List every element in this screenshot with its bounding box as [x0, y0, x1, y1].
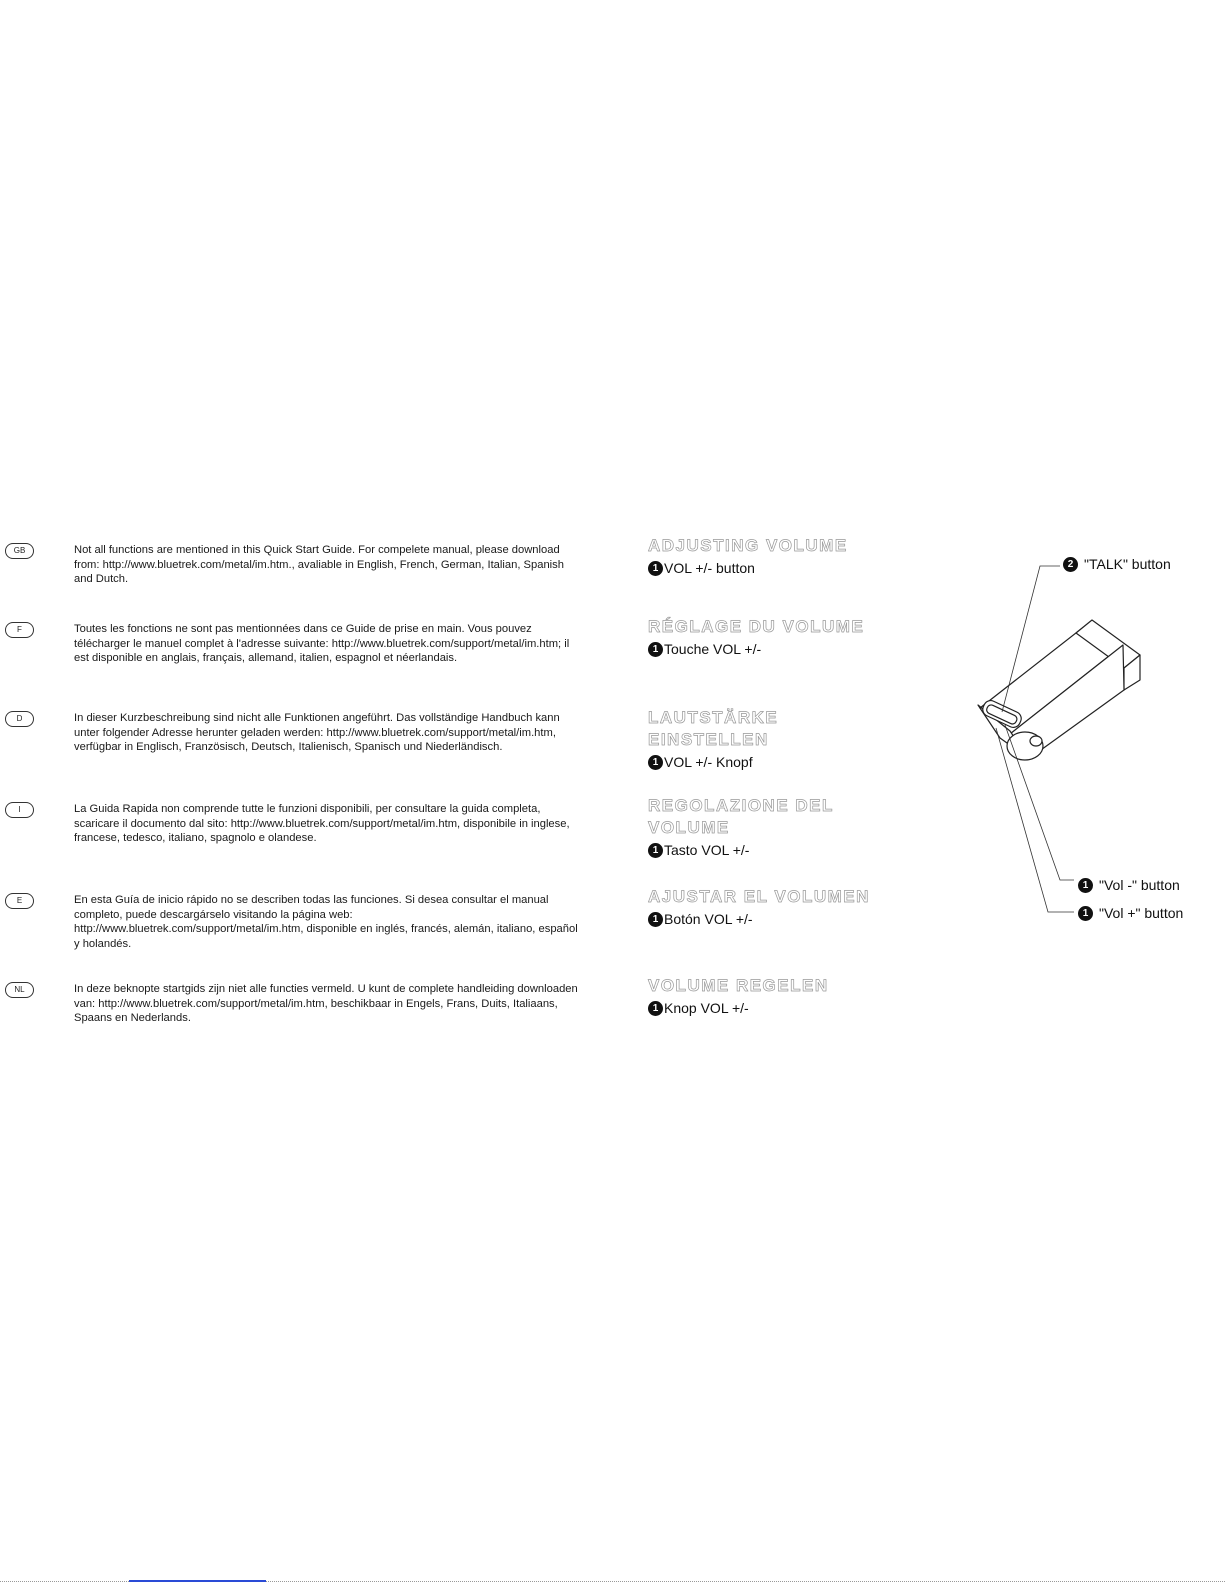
section-heading-line2: VOLUME [648, 818, 730, 837]
item-label: Botón VOL +/- [664, 911, 753, 927]
section-heading: ADJUSTING VOLUME [648, 536, 848, 555]
lang-text: In dieser Kurzbeschreibung sind nicht alle Funktionen angeführt. Das vollständige Handbuch kann unter folgender Adresse herunter geladen werden: http://www.bluetrek.com/support/metal/im.htm, verfügbar in Englisch, Französisch, Deutsch, Italienisch, Spanisch und Niederländisch. [74, 712, 560, 753]
item-label: Touche VOL +/- [664, 641, 762, 657]
bottom-link-underline [129, 1580, 266, 1582]
lang-badge: GB [5, 543, 34, 559]
section-heading: LAUTSTÄRKE [648, 708, 779, 727]
number-badge: 2 [1063, 557, 1078, 572]
number-badge: 1 [648, 843, 663, 858]
number-badge: 1 [648, 912, 663, 927]
section-heading: REGOLAZIONE DEL [648, 796, 834, 815]
callout-talk [1063, 556, 1171, 572]
callout-label: "Vol +" button [1099, 905, 1184, 921]
lang-badge: NL [5, 982, 34, 998]
number-badge: 1 [1078, 878, 1093, 893]
item-label: VOL +/- Knopf [664, 754, 753, 770]
number-badge: 1 [648, 561, 663, 576]
lang-text: La Guida Rapida non comprende tutte le funzioni disponibili, per consultare la guida completa, scaricare il documento dal sito: http://www.bluetrek.com/support/metal/im.htm, disponibile in inglese, francese, tedesco, italiano, spagnolo e olandese. [74, 803, 570, 844]
lang-badge: F [5, 622, 34, 638]
number-badge: 1 [648, 755, 663, 770]
lang-badge: D [5, 711, 34, 727]
lang-text: Not all functions are mentioned in this Quick Start Guide. For compelete manual, please download from: http://www.bluetrek.com/metal/im.htm., avaliable in English, French, German, Italian, Spanish and Dutch. [74, 544, 564, 585]
item-label: Tasto VOL +/- [664, 842, 750, 858]
lang-text: En esta Guía de inicio rápido no se describen todas las funciones. Si desea consultar el manual completo, puede descargárselo visitando la página web: http://www.bluetrek.com/support/metal/im.htm, disponible en inglés, francés, alemán, italiano, español y holandés. [74, 894, 578, 950]
section-heading: RÉGLAGE DU VOLUME [648, 617, 865, 636]
item-label: Knop VOL +/- [664, 1000, 749, 1016]
section-heading: VOLUME REGELEN [648, 976, 829, 995]
lang-badge: E [5, 893, 34, 909]
item-label: VOL +/- button [664, 560, 755, 576]
number-badge: 1 [648, 1001, 663, 1016]
number-badge: 1 [648, 642, 663, 657]
callout-vol-plus [1078, 905, 1183, 921]
lang-badge: I [5, 802, 34, 818]
lang-text: Toutes les fonctions ne sont pas mentionnées dans ce Guide de prise en main. Vous pouvez télécharger le manuel complet à l'adresse suivante: http://www.bluetrek.com/support/metal/im.htm; il est disponible en anglais, français, allemand, italien, espagnol et néerlandais. [74, 623, 570, 664]
lang-text: In deze beknopte startgids zijn niet alle functies vermeld. U kunt de complete handleiding downloaden van: http://www.bluetrek.com/support/metal/im.htm, beschikbaar in Engels, Frans, Duits, Italiaans, Spaans en Nederlands. [74, 983, 578, 1024]
section-heading-line2: EINSTELLEN [648, 730, 769, 749]
number-badge: 1 [1078, 906, 1093, 921]
callout-label: "TALK" button [1084, 556, 1171, 572]
callout-vol-minus [1078, 877, 1180, 893]
callout-label: "Vol -" button [1099, 877, 1180, 893]
section-heading: AJUSTAR EL VOLUMEN [648, 887, 870, 906]
